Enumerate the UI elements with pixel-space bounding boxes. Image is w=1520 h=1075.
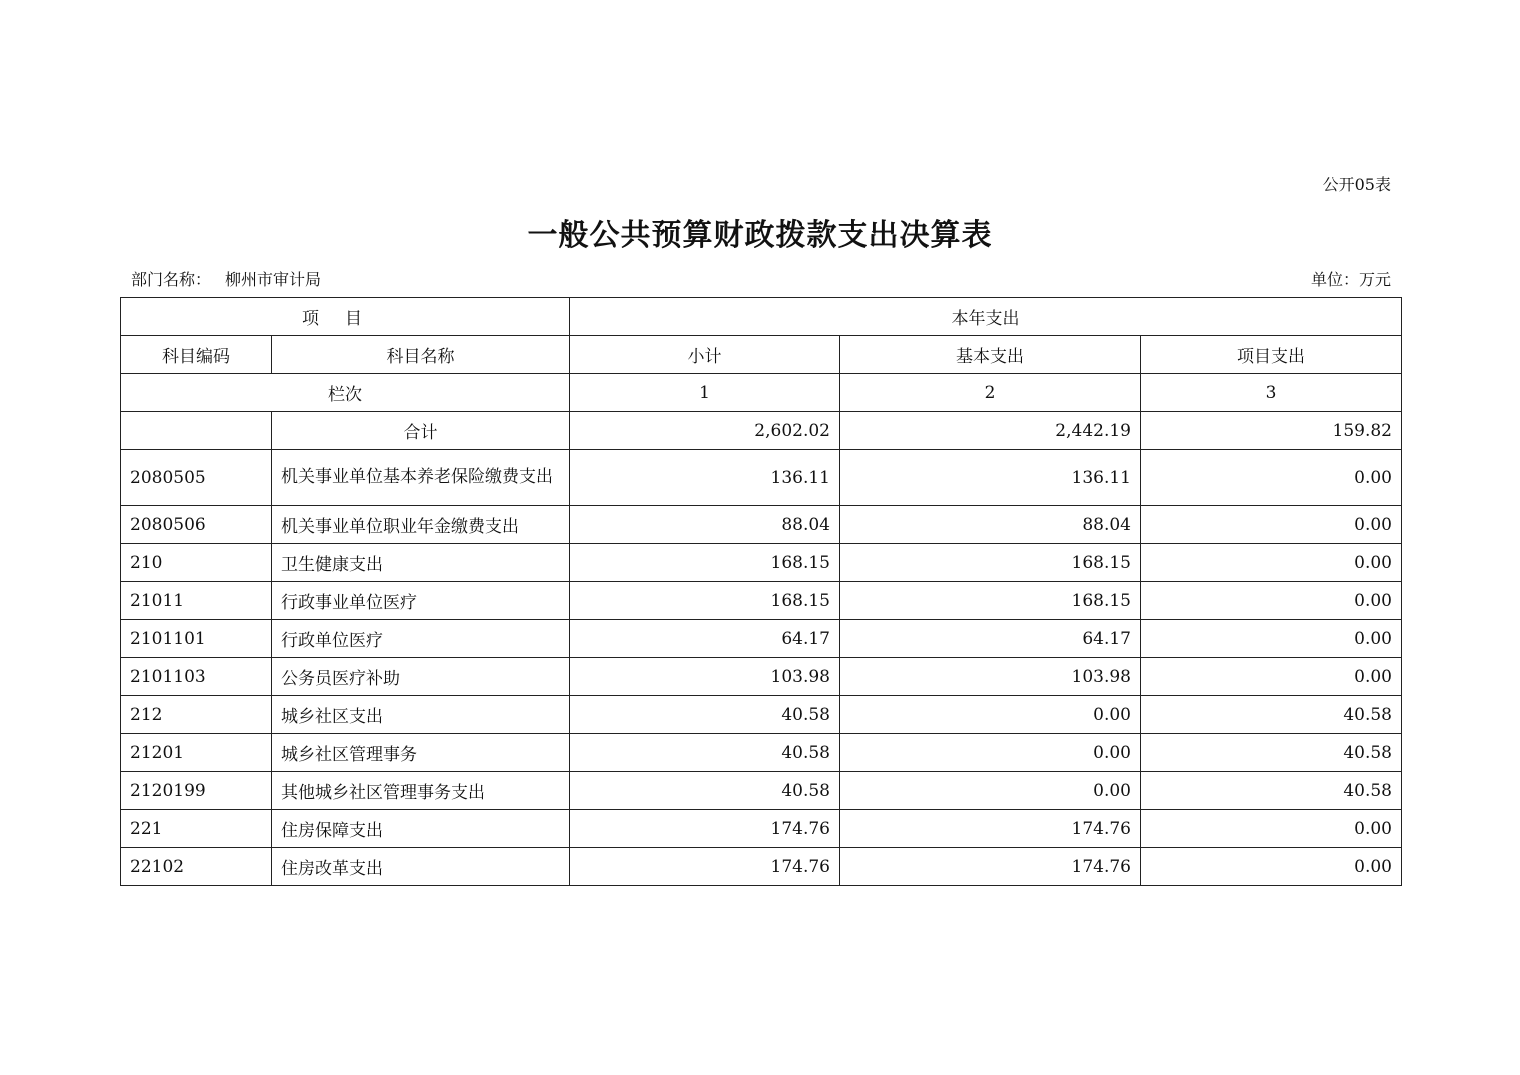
table-row [121, 734, 1402, 772]
row-name: 机关事业单位基本养老保险缴费支出 [272, 450, 570, 506]
column-index-label: 栏次 [121, 374, 570, 412]
total-code-cell [121, 412, 272, 450]
column-index-2: 2 [840, 374, 1141, 412]
row-basic: 88.04 [840, 506, 1141, 544]
row-project: 0.00 [1141, 620, 1402, 658]
row-name: 行政单位医疗 [272, 620, 570, 658]
row-subtotal: 168.15 [570, 582, 840, 620]
row-project: 40.58 [1141, 696, 1402, 734]
column-index-3: 3 [1141, 374, 1402, 412]
total-subtotal: 2,602.02 [570, 412, 840, 450]
row-subtotal: 136.11 [570, 450, 840, 506]
row-code: 2101101 [121, 620, 272, 658]
total-label: 合计 [272, 412, 570, 450]
row-basic: 174.76 [840, 848, 1141, 886]
department-label: 部门名称： [131, 270, 212, 289]
header-current-year: 本年支出 [570, 298, 1402, 336]
row-name: 其他城乡社区管理事务支出 [272, 772, 570, 810]
form-number: 公开05表 [1322, 175, 1391, 194]
header-row-2 [121, 336, 1402, 374]
row-project: 0.00 [1141, 544, 1402, 582]
row-project: 40.58 [1141, 772, 1402, 810]
row-name: 城乡社区管理事务 [272, 734, 570, 772]
row-code: 22102 [121, 848, 272, 886]
header-item: 项目 [121, 298, 570, 336]
header-row-1 [121, 298, 1402, 336]
row-code: 21201 [121, 734, 272, 772]
table-row [121, 620, 1402, 658]
row-name: 机关事业单位职业年金缴费支出 [272, 506, 570, 544]
row-code: 2080505 [121, 450, 272, 506]
row-subtotal: 40.58 [570, 772, 840, 810]
row-subtotal: 168.15 [570, 544, 840, 582]
row-name: 住房改革支出 [272, 848, 570, 886]
row-basic: 0.00 [840, 734, 1141, 772]
row-code: 2120199 [121, 772, 272, 810]
total-row [121, 412, 1402, 450]
row-project: 40.58 [1141, 734, 1402, 772]
row-basic: 168.15 [840, 582, 1141, 620]
row-code: 212 [121, 696, 272, 734]
row-subtotal: 103.98 [570, 658, 840, 696]
table-row [121, 658, 1402, 696]
header-basic: 基本支出 [840, 336, 1141, 374]
row-code: 2101103 [121, 658, 272, 696]
row-name: 行政事业单位医疗 [272, 582, 570, 620]
table-row [121, 696, 1402, 734]
row-basic: 103.98 [840, 658, 1141, 696]
row-subtotal: 174.76 [570, 848, 840, 886]
row-subtotal: 64.17 [570, 620, 840, 658]
row-basic: 168.15 [840, 544, 1141, 582]
row-basic: 136.11 [840, 450, 1141, 506]
row-code: 21011 [121, 582, 272, 620]
table-body [121, 298, 1402, 886]
row-code: 210 [121, 544, 272, 582]
page-title: 一般公共预算财政拨款支出决算表 [527, 218, 993, 253]
row-code: 221 [121, 810, 272, 848]
row-name: 城乡社区支出 [272, 696, 570, 734]
row-project: 0.00 [1141, 658, 1402, 696]
unit-label: 单位：万元 [1310, 270, 1391, 289]
total-basic: 2,442.19 [840, 412, 1141, 450]
row-name: 卫生健康支出 [272, 544, 570, 582]
total-project: 159.82 [1141, 412, 1402, 450]
row-name: 公务员医疗补助 [272, 658, 570, 696]
row-subtotal: 40.58 [570, 696, 840, 734]
header-name: 科目名称 [272, 336, 570, 374]
header-code: 科目编码 [121, 336, 272, 374]
row-basic: 0.00 [840, 696, 1141, 734]
table-row [121, 506, 1402, 544]
row-name: 住房保障支出 [272, 810, 570, 848]
row-project: 0.00 [1141, 848, 1402, 886]
row-subtotal: 40.58 [570, 734, 840, 772]
row-project: 0.00 [1141, 506, 1402, 544]
row-basic: 64.17 [840, 620, 1141, 658]
table-row [121, 848, 1402, 886]
table-row [121, 772, 1402, 810]
department-value: 柳州市审计局 [225, 270, 322, 289]
row-basic: 0.00 [840, 772, 1141, 810]
department-info [131, 267, 321, 290]
row-subtotal: 88.04 [570, 506, 840, 544]
table-row [121, 582, 1402, 620]
row-project: 0.00 [1141, 450, 1402, 506]
table-row [121, 544, 1402, 582]
expenditure-table [120, 297, 1402, 886]
row-project: 0.00 [1141, 582, 1402, 620]
table-row [121, 810, 1402, 848]
column-index-1: 1 [570, 374, 840, 412]
row-basic: 174.76 [840, 810, 1141, 848]
row-subtotal: 174.76 [570, 810, 840, 848]
table-row [121, 450, 1402, 506]
row-project: 0.00 [1141, 810, 1402, 848]
column-index-row [121, 374, 1402, 412]
header-subtotal: 小计 [570, 336, 840, 374]
header-project: 项目支出 [1141, 336, 1402, 374]
row-code: 2080506 [121, 506, 272, 544]
